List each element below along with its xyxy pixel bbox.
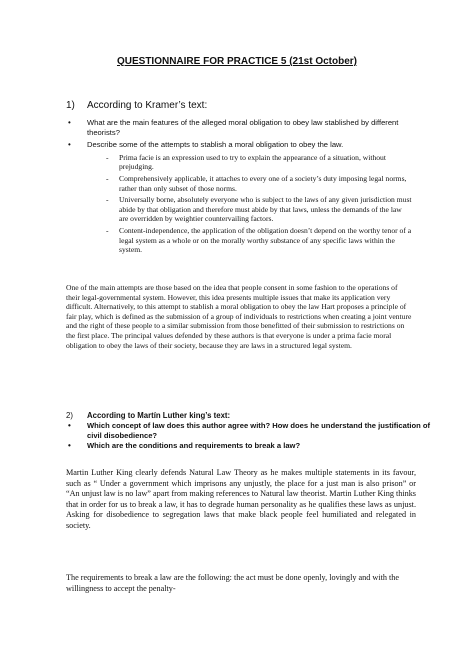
section-luther-king [66,411,436,452]
answer-paragraph: One of the main attempts are those based on the idea that people consent in some fashion to the operations of their legal-governmental system. However, this idea presents multiple issues that make its application very difficult. Alternatively, to this attempt to stablish a moral obligation to obey the law Hart proposes a principle of fair play, which is defined as the submission of a group of individuals to restrictions when creating a joint venture and the right of these people to a similar submission from those benefitted of their submission to restrictions on the first place. The principal values defended by these authors is that everyone is under a prima facie moral obligation to obey the laws of their society, because they are laws in a structured legal system. [66,283,412,350]
feature-item [106,174,412,193]
section-heading [66,411,436,420]
feature-item [106,226,412,255]
bullet-icon: • [68,118,71,127]
bullet-icon: • [68,421,71,430]
question-item [66,118,426,137]
question-item [66,140,426,150]
section-heading-text: According to Martín Luther king’s text: [87,411,231,420]
feature-text: Content-independence, the application of the obligation doesn’t depend on the worthy tenor of a legal system as a whole or on the morally worthy substance of any specific laws within the system. [119,225,412,255]
features-list [106,153,412,255]
question-item [66,441,436,451]
feature-item [106,153,412,172]
bullet-icon: • [68,441,71,451]
question-list [66,421,436,451]
answer-paragraph: The requirements to break a law are the following: the act must be done openly, lovingly and with the willingness to accept the penalty- [66,573,400,593]
section-number: 1) [66,100,75,111]
dash-icon: - [106,173,109,183]
section-kramer [66,100,426,257]
dash-icon: - [106,195,109,205]
feature-item [106,195,412,224]
feature-text: Comprehensively applicable, it attaches to every one of a society’s duty imposing legal norms, rather than only subset of those norms. [119,173,407,193]
section-heading-text: According to Kramer’s text: [87,100,208,111]
dash-icon: - [106,152,109,162]
question-list [66,118,426,150]
section-number: 2) [66,411,73,420]
question-text: Which concept of law does this author agree with? How does he understand the justification of civil disobedience? [87,421,431,440]
question-item [66,421,436,440]
bullet-icon: • [68,140,71,150]
question-text: Which are the conditions and requirements to break a law? [87,441,301,451]
question-text: Describe some of the attempts to stablish a moral obligation to obey the law. [87,140,344,150]
page-title: QUESTIONNAIRE FOR PRACTICE 5 (21st October) [116,56,358,67]
feature-text: Universally borne, absolutely everyone who is subject to the laws of any given jurisdiction must abide by that obligation and therefore must abide by that laws, unless the demands of the law are overridden by weightier countervailing factors. [119,195,412,224]
answer-paragraph: Martin Luther King clearly defends Natural Law Theory as he makes multiple statements in its favour, such as “ Under a government which imprisons any unjustly, the place for a just man is also prison” or “An unjust law is no law” apart from making references to Natural law theorist. Martin Luther King thinks that in order for us to break a law, it has to degrade human personality as he qualifies these laws as unjust. Asking for disobedience to segregation laws that make black people feel humiliated and relegated in society. [66,468,416,530]
question-text: What are the main features of the alleged moral obligation to obey law stablished by different theorists? [87,118,399,137]
dash-icon: - [106,225,109,235]
section-heading [66,100,426,111]
feature-text: Prima facie is an expression used to try to explain the appearance of a situation, without prejudging. [119,152,386,172]
